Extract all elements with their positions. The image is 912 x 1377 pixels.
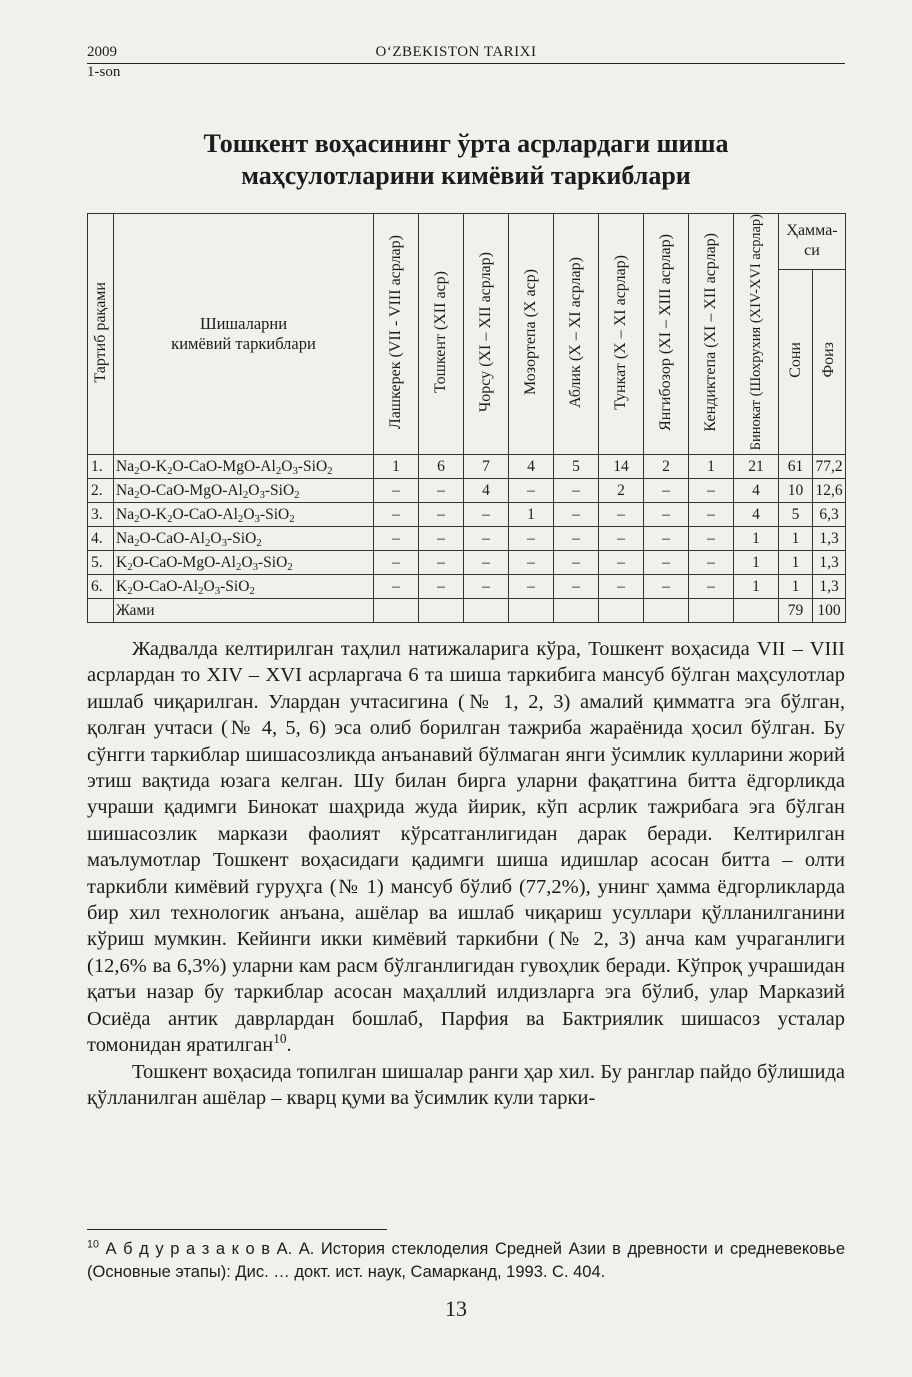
site-value: 1	[734, 527, 779, 551]
row-composition: $Na_2O-K_2O-CaO-Al_2O_3-SiO_2$	[114, 503, 374, 527]
col-header-site: Кендиктепа (XI – XII асрлар)	[689, 214, 734, 455]
row-composition: $Na_2O-CaO-MgO-Al_2O_3-SiO_2$	[114, 479, 374, 503]
total-label: Жами	[114, 599, 374, 623]
footnote-rule	[87, 1229, 387, 1230]
row-count: 1	[779, 527, 813, 551]
total-percent: 100	[813, 599, 846, 623]
table-row	[88, 479, 846, 503]
site-value: –	[419, 527, 464, 551]
site-value: –	[644, 551, 689, 575]
col-header-site: Лашкерек (VII - VIII асрлар)	[374, 214, 419, 455]
site-value: 1	[734, 551, 779, 575]
col-header-site: Мозортепа (X аср)	[509, 214, 554, 455]
site-value: –	[374, 503, 419, 527]
site-value: 4	[734, 479, 779, 503]
row-percent: 1,3	[813, 527, 846, 551]
col-header-site: Тошкент (XII аср)	[419, 214, 464, 455]
row-count: 61	[779, 455, 813, 479]
site-value: –	[689, 527, 734, 551]
header-year: 2009	[87, 44, 117, 60]
col-header-total: Ҳамма-си	[779, 214, 846, 270]
col-header-count: Сони	[779, 269, 813, 454]
row-composition: $Na_2O-K_2O-CaO-MgO-Al_2O_3-SiO_2$	[114, 455, 374, 479]
header-journal-title: O‘ZBEKISTON TARIXI	[375, 44, 537, 60]
row-percent: 12,6	[813, 479, 846, 503]
site-value: 5	[554, 455, 599, 479]
site-value: 7	[464, 455, 509, 479]
site-value: 1	[734, 575, 779, 599]
col-header-composition: Шишаларни кимёвий таркиблари	[114, 214, 374, 455]
site-value: –	[554, 479, 599, 503]
footnote	[87, 1238, 845, 1284]
site-value: –	[419, 551, 464, 575]
site-value: –	[509, 479, 554, 503]
row-count: 10	[779, 479, 813, 503]
row-index: 1.	[88, 455, 114, 479]
site-value: 21	[734, 455, 779, 479]
site-value: –	[554, 503, 599, 527]
site-value: –	[644, 503, 689, 527]
table-row	[88, 503, 846, 527]
table-row	[88, 551, 846, 575]
row-composition: $K_2O-CaO-Al_2O_3-SiO_2$	[114, 575, 374, 599]
site-value: 2	[644, 455, 689, 479]
site-value: –	[599, 575, 644, 599]
site-value: –	[599, 551, 644, 575]
row-percent: 1,3	[813, 551, 846, 575]
table-row	[88, 527, 846, 551]
site-value: 2	[599, 479, 644, 503]
site-value: –	[689, 479, 734, 503]
site-value: –	[374, 527, 419, 551]
total-count: 79	[779, 599, 813, 623]
col-header-site: Тункат (X – XI асрлар)	[599, 214, 644, 455]
site-value: 6	[419, 455, 464, 479]
site-value: –	[554, 575, 599, 599]
col-header-percent: Фоиз	[813, 269, 846, 454]
site-value: –	[419, 575, 464, 599]
footnote-number: 10	[87, 1238, 99, 1251]
site-value: 4	[734, 503, 779, 527]
site-value: –	[464, 551, 509, 575]
paragraph: Тошкент воҳасида топилган шишалар ранги ҳар хил. Бу ранглар пайдо бўлишида қўлланилган ашёлар – кварц қуми ва ўсимлик кули тарки-	[87, 1060, 845, 1109]
site-value: –	[644, 575, 689, 599]
title-line-1: Тошкент воҳасининг ўрта асрлардаги шиша	[203, 129, 729, 158]
site-value: –	[689, 503, 734, 527]
site-value: –	[374, 551, 419, 575]
footnote-text: История стеклоделия Средней Азии в древности и средневековье (Основные этапы): Дис. … докт. ист. наук, Самарканд, 1993. С. 404.	[87, 1240, 845, 1281]
site-value: 1	[374, 455, 419, 479]
table-row	[88, 455, 846, 479]
col-header-site: Янгибозор (XI – XIII асрлар)	[644, 214, 689, 455]
site-value: –	[509, 575, 554, 599]
site-value: 14	[599, 455, 644, 479]
row-composition: $K_2O-CaO-MgO-Al_2O_3-SiO_2$	[114, 551, 374, 575]
header-rule	[87, 63, 845, 64]
row-percent: 6,3	[813, 503, 846, 527]
row-percent: 1,3	[813, 575, 846, 599]
col-header-site: Аблик (X – XI асрлар)	[554, 214, 599, 455]
site-value: –	[644, 527, 689, 551]
site-value: –	[599, 527, 644, 551]
site-value: –	[464, 503, 509, 527]
total-index-cell	[88, 599, 114, 623]
col-header-index: Тартиб рақами	[88, 214, 114, 455]
site-value: –	[374, 575, 419, 599]
site-value: –	[374, 479, 419, 503]
table-row	[88, 575, 846, 599]
row-index: 2.	[88, 479, 114, 503]
article-title	[87, 128, 845, 192]
composition-table	[87, 213, 846, 623]
site-value: –	[644, 479, 689, 503]
title-line-2: маҳсулотларини кимёвий таркиблари	[241, 161, 691, 190]
header-issue: 1-son	[87, 64, 121, 80]
site-value: –	[419, 479, 464, 503]
site-value: –	[464, 575, 509, 599]
col-header-site: Чорсу (XI – XII асрлар)	[464, 214, 509, 455]
site-value: –	[554, 527, 599, 551]
row-composition: $Na_2O-CaO-Al_2O_3-SiO_2$	[114, 527, 374, 551]
article-body	[87, 636, 845, 1111]
row-count: 1	[779, 551, 813, 575]
site-value: –	[554, 551, 599, 575]
site-value: –	[689, 551, 734, 575]
page-number: 13	[445, 1296, 467, 1321]
site-value: –	[419, 503, 464, 527]
row-index: 3.	[88, 503, 114, 527]
site-value: 1	[689, 455, 734, 479]
footnote-ref: 10	[273, 1031, 287, 1047]
site-value: 4	[464, 479, 509, 503]
footnote-author: А б д у р а з а к о в А. А.	[105, 1240, 315, 1258]
row-index: 4.	[88, 527, 114, 551]
site-value: –	[599, 503, 644, 527]
site-value: –	[464, 527, 509, 551]
paragraph: Жадвалда келтирилган таҳлил натижаларига кўра, Тошкент воҳасида VII – VIII асрлардан то XIV – XVI асрларгача 6 та шиша таркибига мансуб бўлган маҳсулотлар ишлаб чиқарилган. Улардан учтасигина (№ 1, 2, 3) амалий қимматга эга бўлган, қолган учтаси (№ 4, 5, 6) эса олиб борилган тажриба жараёнида ҳосил бўлган. Бу сўнгги таркиблар шишасозликда анъанавий бўлмаган янги ўсимлик кулларини жорий этиш вақтида юзага келган. Шу билан бирга уларни фақатгина битта ёдгорликда учраши қадимги Бинокат шаҳрида жуда йирик, кўп асрлик тажрибага эга бўлган шишасозлик маркази фаолият кўрсатганлигидан дарак беради. Келтирилган маълумотлар Тошкент воҳасидаги қадимги шиша идишлар асосан битта – олти таркибли кимёвий гуруҳга (№ 1) мансуб бўлиб (77,2%), унинг ҳамма ёдгорликларда бир хил технологик анъана, ашёлар ва ишлаб чиқариш усуллари қўлланилганини кўриш мумкин. Кейинги икки кимёвий таркибни (№ 2, 3) анча кам учраганлиги (12,6% ва 6,3%) уларни кам расм бўлганлигидан гувоҳлик беради. Кўпроқ учрашидан қатъи назар бу таркиблар асосан маҳаллий илдизларга эга бўлиб, улар Марказий Осиёда антик даврлардан бошлаб, Парфия ва Бактриялик шишасоз усталар томонидан яратилган$^{10}$.	[87, 638, 845, 1057]
site-value: 4	[509, 455, 554, 479]
row-index: 5.	[88, 551, 114, 575]
row-count: 5	[779, 503, 813, 527]
site-value: –	[509, 527, 554, 551]
row-percent: 77,2	[813, 455, 846, 479]
row-index: 6.	[88, 575, 114, 599]
site-value: –	[509, 551, 554, 575]
site-value: 1	[509, 503, 554, 527]
row-count: 1	[779, 575, 813, 599]
site-value: –	[689, 575, 734, 599]
col-header-site: Бинокат (Шохрухия (XIV-XVI асрлар)	[734, 214, 779, 455]
